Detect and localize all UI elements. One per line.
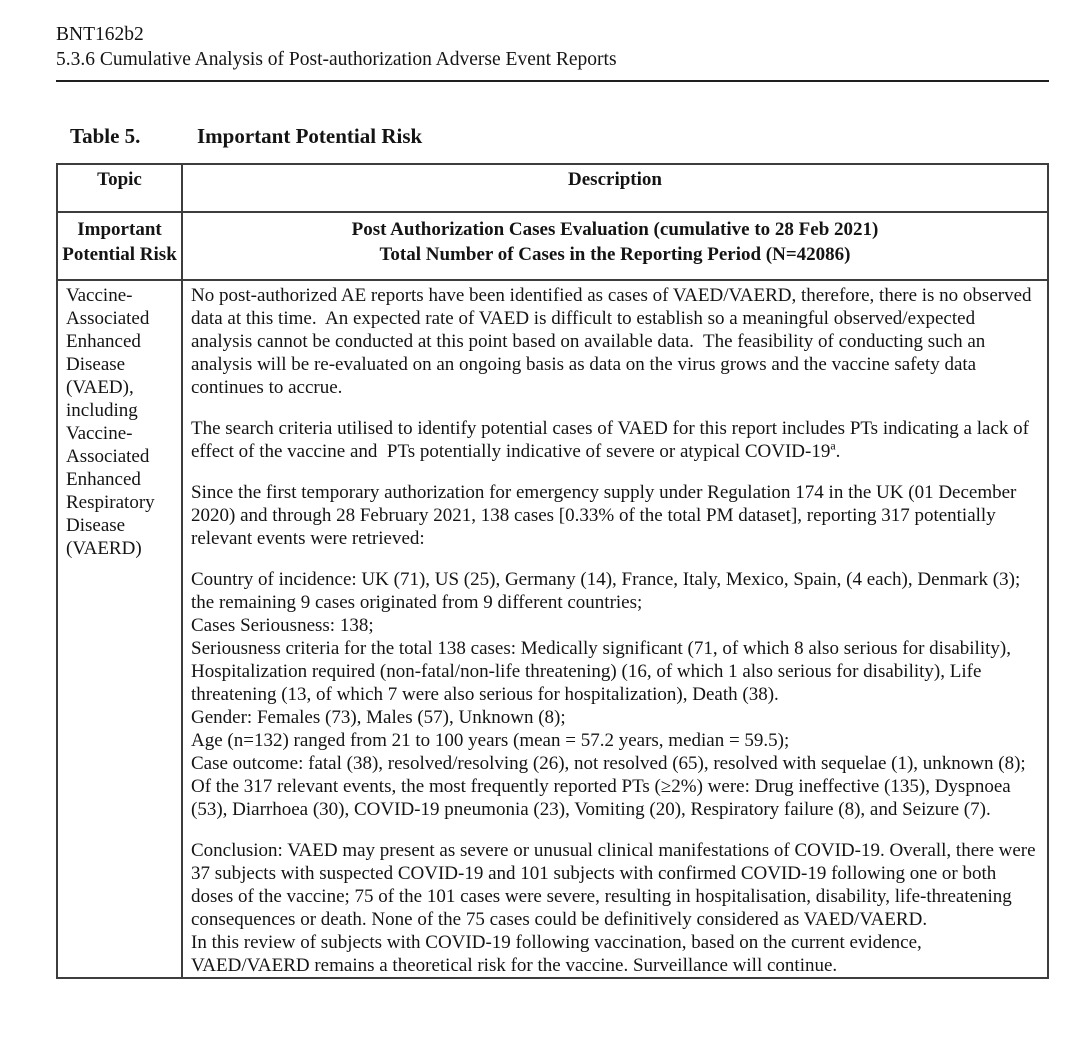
description-paragraph: Gender: Females (73), Males (57), Unknown (8); [191,707,566,728]
table-header-row [57,164,1048,212]
description-paragraph: Conclusion: VAED may present as severe or unusual clinical manifestations of COVID-19. Overall, there were 37 subjects with suspected COVID-19 and 101 subjects with confirmed COVID-19 following one or both doses of the vaccine; 75 of the 101 cases were severe, resulting in hospitalisation, disability, life-threatening consequences or death. None of the 75 cases could be definitively considered as VAED/VAERD. [191,840,1041,930]
doc-section-title: 5.3.6 Cumulative Analysis of Post-authorization Adverse Event Reports [56,49,617,70]
page-header [56,0,1049,82]
description-paragraph: No post-authorized AE reports have been identified as cases of VAED/VAERD, therefore, there is no observed data at this time. An expected rate of VAED is difficult to establish so a meaningful observed/expected analysis cannot be conducted at this point based on available data. The feasibility of conducting such an analysis will be re-evaluated on an ongoing basis as data on the virus grows and the vaccine safety data continues to accrue. [191,285,1037,398]
description-paragraph: In this review of subjects with COVID-19 following vaccination, based on the current evidence, VAED/VAERD remains a theoretical risk for the vaccine. Surveillance will continue. [191,932,927,976]
subheader-description [182,212,1048,280]
body-description-cell [182,280,1048,978]
table-subheader-row [57,212,1048,280]
table-title-text: Important Potential Risk [197,124,423,148]
table-body-row [57,280,1048,978]
description-paragraph: Country of incidence: UK (71), US (25), Germany (14), France, Italy, Mexico, Spain, (4 each), Denmark (3); the remaining 9 cases originated from 9 different countries; [191,569,1025,613]
subheader-topic: Important Potential Risk [57,212,182,280]
doc-id: BNT162b2 [56,24,144,45]
subheader-desc-line1: Post Authorization Cases Evaluation (cumulative to 28 Feb 2021) [351,219,879,240]
table-number: Table 5. [70,124,141,148]
description-paragraph: The search criteria utilised to identify potential cases of VAED for this report includes PTs indicating a lack of effect of the vaccine and PTs potentially indicative of severe or atypical COVID-19$^a$. [191,418,1034,462]
description-paragraph: Case outcome: fatal (38), resolved/resolving (26), not resolved (65), resolved with sequelae (1), unknown (8); [191,753,1026,774]
description-paragraph: Since the first temporary authorization for emergency supply under Regulation 174 in the UK (01 December 2020) and through 28 February 2021, 138 cases [0.33% of the total PM dataset], reporting 317 potentially relevant events were retrieved: [191,482,1022,549]
description-paragraph: Cases Seriousness: 138; [191,615,374,636]
footnote-marker: a [830,438,836,453]
body-topic-cell: Vaccine-Associated Enhanced Disease (VAED), including Vaccine-Associated Enhanced Respiratory Disease (VAERD) [57,280,182,978]
col-header-description: Description [182,164,1048,212]
description-paragraph: Seriousness criteria for the total 138 cases: Medically significant (71, of which 8 also serious for disability), Hospitalization required (non-fatal/non-life threatening) (16, of which 1 also serious for disability), Life threatening (13, of which 7 were also serious for hospitalization), Death (38). [191,638,1016,705]
important-potential-risk-table [56,163,1049,979]
table-caption [70,124,1049,149]
col-header-topic: Topic [57,164,182,212]
description-paragraph: Age (n=132) ranged from 21 to 100 years (mean = 57.2 years, median = 59.5); [191,730,790,751]
description-paragraph: Of the 317 relevant events, the most frequently reported PTs (≥2%) were: Drug ineffective (135), Dyspnoea (53), Diarrhoea (30), COVID-19 pneumonia (23), Vomiting (20), Respiratory failure (8), and Seizure (7). [191,776,1016,820]
subheader-desc-line2: Total Number of Cases in the Reporting Period (N=42086) [379,244,851,265]
document-page [56,0,1049,979]
